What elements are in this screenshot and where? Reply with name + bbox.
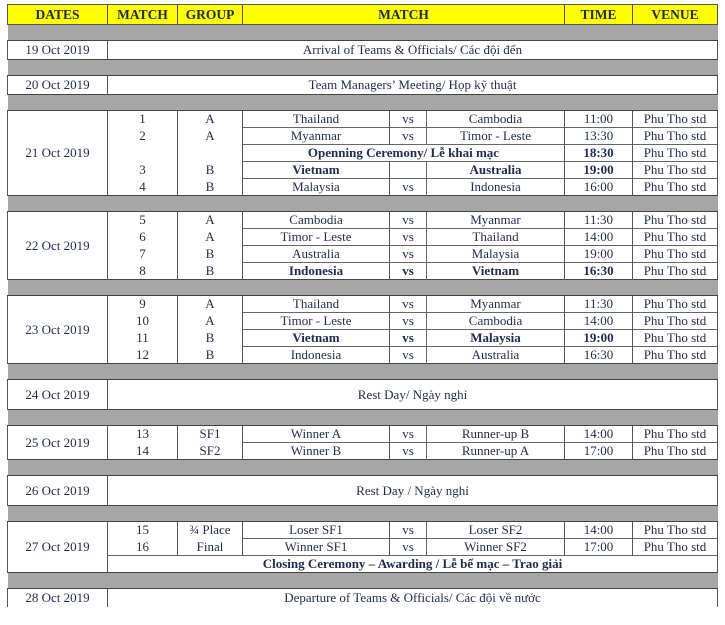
match-row [8,229,718,246]
match-number: 7 [108,246,178,263]
venue-cell: Phu Tho std [633,313,718,330]
time-cell: 14:00 [565,522,633,539]
event-row [8,380,718,410]
separator-row [8,95,718,111]
separator-cell [8,410,718,426]
vs-cell: vs [390,522,427,539]
home-team: Winner A [243,426,390,443]
venue-cell: Phu Tho std [633,145,718,162]
group-cell: B [178,330,243,347]
date-cell: 20 Oct 2019 [8,76,108,95]
venue-cell: Phu Tho std [633,212,718,229]
time-cell: 14:00 [565,426,633,443]
match-number: 10 [108,313,178,330]
away-team: Myanmar [427,212,565,229]
venue-cell: Phu Tho std [633,162,718,179]
group-cell: A [178,212,243,229]
separator-row [8,196,718,212]
vs-cell: vs [390,263,427,280]
match-row [8,179,718,196]
vs-cell: vs [390,212,427,229]
event-cell: Rest Day/ Ngày nghỉ [108,380,718,410]
home-team: Winner B [243,443,390,460]
match-number: 4 [108,179,178,196]
home-team: Thailand [243,296,390,313]
venue-cell: Phu Tho std [633,179,718,196]
time-cell: 14:00 [565,313,633,330]
separator-cell [8,506,718,522]
home-team: Vietnam [243,330,390,347]
match-number: 5 [108,212,178,229]
separator-cell [8,25,718,41]
venue-cell: Phu Tho std [633,128,718,145]
separator-row [8,364,718,380]
venue-cell: Phu Tho std [633,229,718,246]
event-cell: Arrival of Teams & Officials/ Các đội đến [108,41,718,60]
time-cell: 18:30 [565,145,633,162]
group-cell: A [178,229,243,246]
separator-row [8,460,718,476]
group-cell: SF2 [178,443,243,460]
home-team: Indonesia [243,347,390,364]
time-cell: 19:00 [565,162,633,179]
separator-cell [8,95,718,111]
match-row [8,246,718,263]
header-venue: VENUE [633,5,718,25]
match-row [8,212,718,229]
away-team: Runner-up A [427,443,565,460]
vs-cell: vs [390,179,427,196]
match-row [8,556,718,573]
match-number: 16 [108,539,178,556]
away-team: Myanmar [427,296,565,313]
time-cell: 13:30 [565,128,633,145]
group-cell: SF1 [178,426,243,443]
date-cell: 21 Oct 2019 [8,111,108,196]
date-cell: 22 Oct 2019 [8,212,108,280]
home-team: Myanmar [243,128,390,145]
match-number: 15 [108,522,178,539]
header-group: GROUP [178,5,243,25]
vs-cell: vs [390,128,427,145]
match-row [8,111,718,128]
match-number: 6 [108,229,178,246]
time-cell: 19:00 [565,246,633,263]
group-cell: B [178,347,243,364]
closing-ceremony-cell: Closing Ceremony – Awarding / Lễ bế mạc – Trao giải [108,556,718,573]
away-team: Thailand [427,229,565,246]
match-row [8,145,718,162]
group-cell: B [178,246,243,263]
date-cell: 28 Oct 2019 [8,589,108,608]
vs-cell: vs [390,246,427,263]
time-cell: 11:30 [565,212,633,229]
away-team: Timor - Leste [427,128,565,145]
away-team: Indonesia [427,179,565,196]
vs-cell [390,162,427,179]
separator-row [8,506,718,522]
date-cell: 19 Oct 2019 [8,41,108,60]
away-team: Winner SF2 [427,539,565,556]
match-row [8,128,718,145]
time-cell: 17:00 [565,539,633,556]
away-team: Loser SF2 [427,522,565,539]
group-cell [178,145,243,162]
match-row [8,522,718,539]
home-team: Australia [243,246,390,263]
vs-cell: vs [390,443,427,460]
header-match: MATCH [243,5,565,25]
date-cell: 26 Oct 2019 [8,476,108,506]
group-cell: ¾ Place [178,522,243,539]
event-row [8,476,718,506]
header-row [8,5,718,25]
group-cell: Final [178,539,243,556]
time-cell: 11:30 [565,296,633,313]
event-row [8,76,718,95]
separator-cell [8,460,718,476]
separator-cell [8,364,718,380]
vs-cell: vs [390,229,427,246]
venue-cell: Phu Tho std [633,246,718,263]
group-cell: A [178,296,243,313]
time-cell: 16:30 [565,263,633,280]
match-number: 14 [108,443,178,460]
separator-cell [8,60,718,76]
away-team: Vietnam [427,263,565,280]
group-cell: B [178,179,243,196]
opening-ceremony-cell: Openning Ceremony/ Lễ khai mạc [243,145,565,162]
match-number: 8 [108,263,178,280]
header-time: TIME [565,5,633,25]
time-cell: 14:00 [565,229,633,246]
date-cell: 24 Oct 2019 [8,380,108,410]
away-team: Australia [427,347,565,364]
home-team: Winner SF1 [243,539,390,556]
date-cell: 25 Oct 2019 [8,426,108,460]
group-cell: A [178,313,243,330]
separator-row [8,25,718,41]
group-cell: B [178,263,243,280]
separator-cell [8,196,718,212]
time-cell: 19:00 [565,330,633,347]
group-cell: A [178,128,243,145]
match-row [8,313,718,330]
match-row [8,426,718,443]
time-cell: 16:30 [565,347,633,364]
venue-cell: Phu Tho std [633,111,718,128]
match-row [8,443,718,460]
header-dates: DATES [8,5,108,25]
schedule-table [7,4,718,607]
match-row [8,539,718,556]
vs-cell: vs [390,426,427,443]
home-team: Indonesia [243,263,390,280]
vs-cell: vs [390,313,427,330]
match-row [8,347,718,364]
away-team: Cambodia [427,313,565,330]
time-cell: 11:00 [565,111,633,128]
event-row [8,41,718,60]
header-match-no: MATCH [108,5,178,25]
separator-cell [8,573,718,589]
event-cell: Departure of Teams & Officials/ Các đội về nước [108,589,718,608]
away-team: Cambodia [427,111,565,128]
away-team: Runner-up B [427,426,565,443]
match-row [8,296,718,313]
separator-cell [8,280,718,296]
venue-cell: Phu Tho std [633,330,718,347]
venue-cell: Phu Tho std [633,426,718,443]
event-row [8,589,718,608]
separator-row [8,280,718,296]
venue-cell: Phu Tho std [633,263,718,280]
match-number: 9 [108,296,178,313]
vs-cell: vs [390,539,427,556]
time-cell: 17:00 [565,443,633,460]
vs-cell: vs [390,330,427,347]
venue-cell: Phu Tho std [633,296,718,313]
home-team: Vietnam [243,162,390,179]
date-cell: 23 Oct 2019 [8,296,108,364]
match-row [8,330,718,347]
vs-cell: vs [390,296,427,313]
away-team: Malaysia [427,246,565,263]
home-team: Timor - Leste [243,313,390,330]
venue-cell: Phu Tho std [633,443,718,460]
date-cell: 27 Oct 2019 [8,522,108,573]
event-cell: Team Managers’ Meeting/ Họp kỹ thuật [108,76,718,95]
group-cell: A [178,111,243,128]
time-cell: 16:00 [565,179,633,196]
separator-row [8,573,718,589]
home-team: Thailand [243,111,390,128]
vs-cell: vs [390,111,427,128]
match-number [108,145,178,162]
home-team: Timor - Leste [243,229,390,246]
venue-cell: Phu Tho std [633,522,718,539]
match-number: 2 [108,128,178,145]
venue-cell: Phu Tho std [633,347,718,364]
home-team: Loser SF1 [243,522,390,539]
separator-row [8,410,718,426]
home-team: Cambodia [243,212,390,229]
match-number: 13 [108,426,178,443]
away-team: Malaysia [427,330,565,347]
separator-row [8,60,718,76]
match-number: 11 [108,330,178,347]
match-row [8,162,718,179]
venue-cell: Phu Tho std [633,539,718,556]
group-cell: B [178,162,243,179]
away-team: Australia [427,162,565,179]
match-row [8,263,718,280]
event-cell: Rest Day / Ngày nghỉ [108,476,718,506]
match-number: 12 [108,347,178,364]
match-number: 3 [108,162,178,179]
home-team: Malaysia [243,179,390,196]
match-number: 1 [108,111,178,128]
vs-cell: vs [390,347,427,364]
